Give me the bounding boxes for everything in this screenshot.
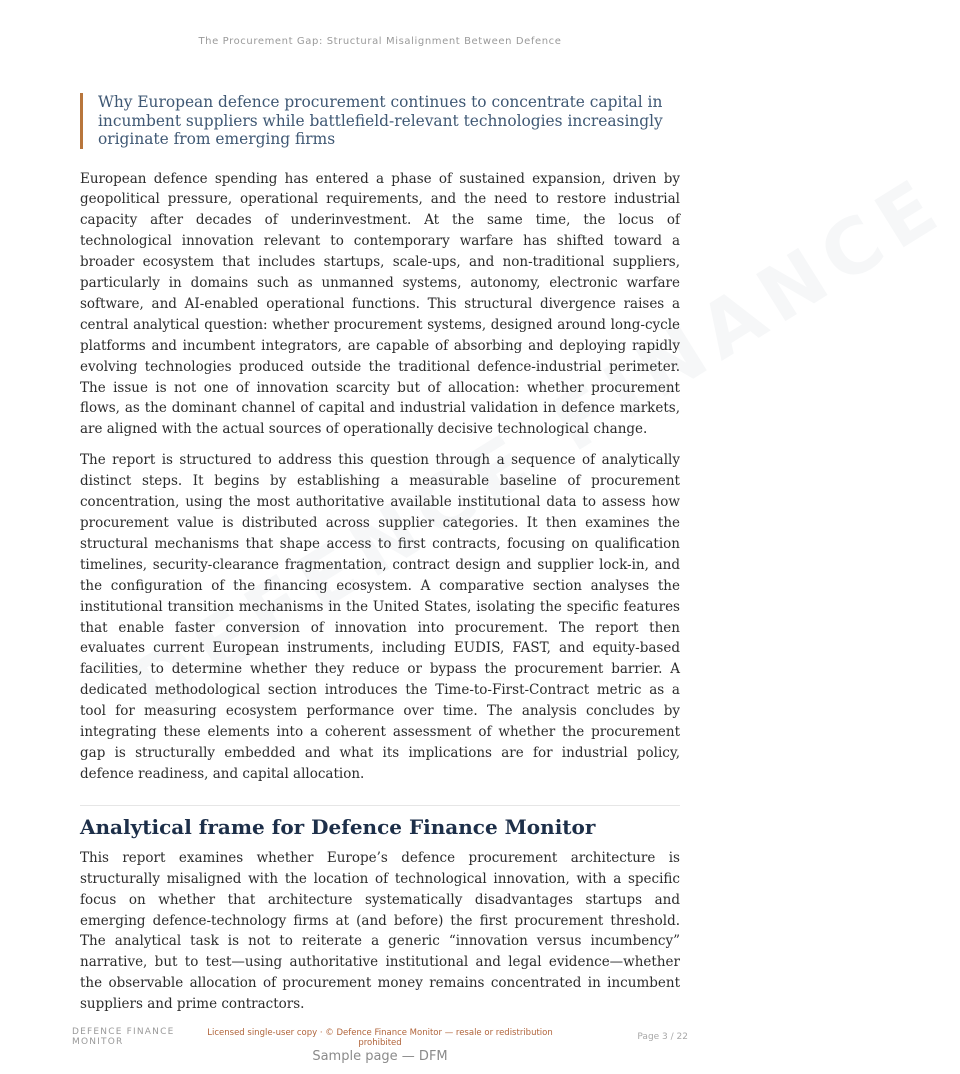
page-number: Page 3 / 22 — [637, 1032, 688, 1042]
footer-brand — [72, 1027, 192, 1047]
footer-brand-line-1: DEFENCE FINANCE — [72, 1027, 175, 1037]
body-paragraph-2: The report is structured to address this question through a sequence of analytically distinct steps. It begins by establishing a measurable baseline of procurement concentration, using the most authoritative available institutional data to assess how procurement value is distributed across supplier categories. It then examines the structural mechanisms that shape access to first contracts, focusing on qualification timelines, security-clearance fragmentation, contract design and supplier lock-in, and the configuration of the financing ecosystem. A comparative section analyses the institutional transition mechanisms in the United States, isolating the specific features that enable faster conversion of innovation into procurement. The report then evaluates current European instruments, including EUDIS, FAST, and equity-based facilities, to determine whether they reduce or bypass the procurement barrier. A dedicated methodological section introduces the Time-to-First-Contract metric as a tool for measuring ecosystem performance over time. The analysis concludes by integrating these elements into a coherent assessment of whether the procurement gap is structurally embedded and what its implications are for industrial policy, defence readiness, and capital allocation. — [80, 452, 680, 782]
section-divider — [80, 805, 680, 806]
running-header: The Procurement Gap: Structural Misalignment Between Defence — [198, 36, 562, 47]
footer-license: Licensed single-user copy · © Defence Finance Monitor — resale or redistribution prohibited — [207, 1028, 553, 1048]
body-paragraph-1: European defence spending has entered a phase of sustained expansion, driven by geopolitical pressure, operational requirements, and the need to restore industrial capacity after decades of underinvestment. At the same time, the locus of technological innovation relevant to contemporary warfare has shifted toward a broader ecosystem that includes startups, scale-ups, and non-traditional suppliers, particularly in domains such as unmanned systems, autonomy, electronic warfare software, and AI-enabled operational functions. This structural divergence raises a central analytical question: whether procurement systems, designed around long-cycle platforms and incumbent integrators, are capable of absorbing and deploying rapidly evolving technologies produced outside the traditional defence-industrial perimeter. The issue is not one of innovation scarcity but of allocation: whether procurement flows, as the dominant channel of capital and industrial validation in defence markets, are aligned with the actual sources of operationally decisive technological change. — [80, 170, 680, 438]
section-body-clip — [80, 848, 680, 1013]
section-paragraph: This report examines whether Europe’s defence procurement architecture is structurally misaligned with the location of technological innovation, with a specific focus on whether that architecture systematically disadvantages startups and emerging defence-technology firms at (and before) the first procurement threshold. The analytical task is not to reiterate a generic “innovation versus incumbency” narrative, but to test—using authoritative institutional and legal evidence—whether the observable allocation of procurement money remains concentrated in incumbent suppliers and prime contractors. — [80, 849, 680, 1013]
footer-brand-line-2: MONITOR — [72, 1037, 124, 1047]
section-heading: Analytical frame for Defence Finance Monitor — [80, 814, 596, 839]
pull-quote: Why European defence procurement continues to concentrate capital in incumbent suppliers while battlefield-relevant technologies increasingly originate from emerging firms — [80, 93, 680, 149]
sample-page-label: Sample page — DFM — [312, 1049, 448, 1064]
page-content — [80, 93, 680, 1013]
